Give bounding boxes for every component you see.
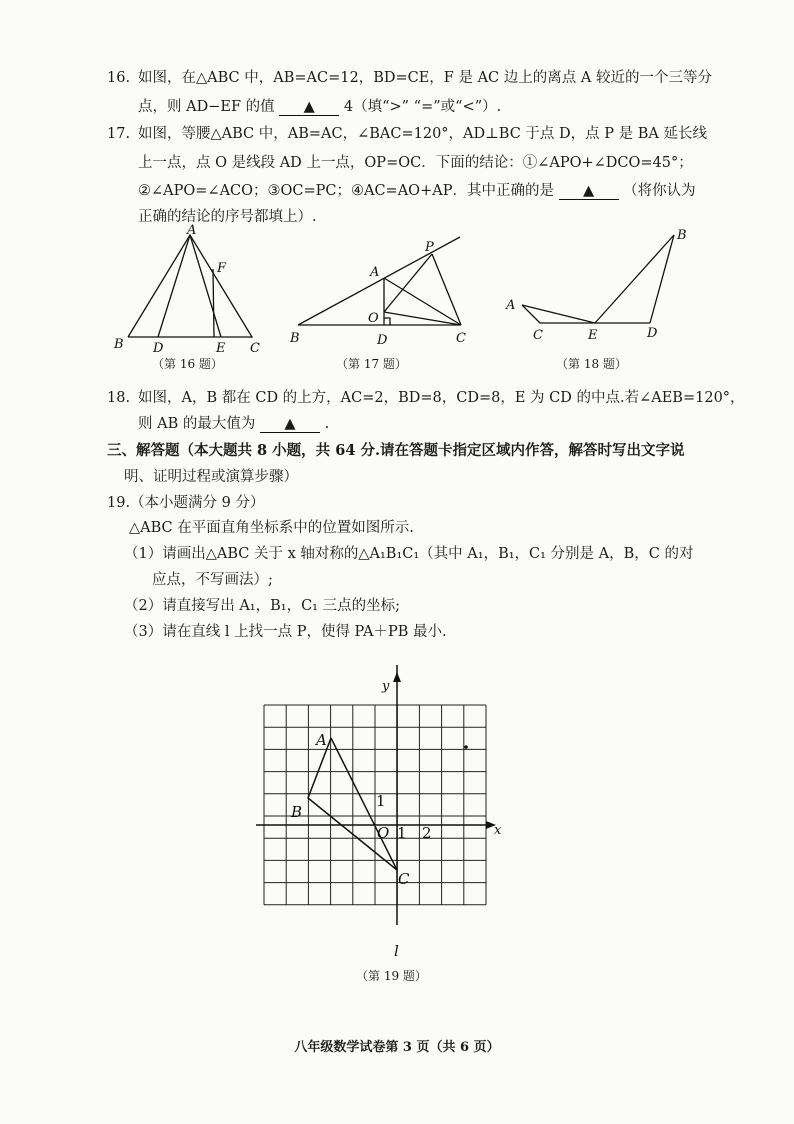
question-19-intro: △ABC 在平面直角坐标系中的位置如图所示. — [129, 520, 414, 536]
figure-19 — [256, 660, 516, 960]
label-E: E — [588, 328, 598, 343]
answer-blank-17: ▲ — [559, 183, 619, 200]
question-18-number: 18. — [107, 390, 131, 406]
label-A: A — [370, 265, 380, 280]
question-19-part2: （2）请直接写出 A₁，B₁，C₁ 三点的坐标; — [124, 598, 400, 614]
tick-2-x: 2 — [422, 824, 432, 842]
question-16-line2 — [138, 97, 501, 117]
label-C: C — [250, 341, 260, 356]
question-18-text-after: . — [324, 416, 330, 432]
label-D: D — [647, 326, 658, 341]
section-heading: 三、解答题（本大题共 8 小题，共 64 分.请在答题卡指定区域内作答，解答时写出文字说 — [107, 442, 685, 459]
question-18-text: 则 AB 的最大值为 — [138, 416, 256, 432]
figure-16 — [110, 222, 270, 357]
question-17-text-after: （将你认为 — [623, 183, 696, 199]
label-l: l — [394, 942, 399, 960]
label-C: C — [533, 328, 543, 343]
question-17-line1: 如图，等腰△ABC 中，AB=AC，∠BAC=120°，AD⊥BC 于点 D，点 P 是 BA 延长线 — [138, 126, 707, 142]
question-17-line3 — [138, 181, 696, 201]
question-16-text-after: 4（填“>” “=”或“<”）. — [343, 99, 502, 115]
answer-blank-16: ▲ — [279, 99, 339, 116]
label-B: B — [291, 803, 303, 821]
figure-17 — [284, 232, 464, 347]
question-17-number: 17. — [107, 126, 131, 142]
figure-19-caption: （第 19 题） — [356, 969, 427, 983]
figure-16-caption: （第 16 题） — [152, 357, 223, 371]
label-B: B — [290, 331, 300, 346]
question-19-header: （本小题满分 9 分） — [130, 495, 265, 511]
question-19-number: 19. — [107, 495, 131, 511]
label-D: D — [153, 341, 164, 356]
question-17-text: ②∠APO=∠ACO；③OC=PC；④AC=AO+AP．其中正确的是 — [138, 183, 554, 199]
label-A: A — [316, 731, 327, 749]
figure-17-caption: （第 17 题） — [336, 357, 407, 371]
question-18-line1: 如图，A，B 都在 CD 的上方，AC=2，BD=8，CD=8，E 为 CD 的中点.若∠AEB=120°， — [138, 390, 745, 406]
question-17-line4: 正确的结论的序号都填上）. — [138, 209, 317, 225]
label-B: B — [114, 337, 124, 352]
tick-1-y: 1 — [376, 792, 386, 810]
tick-1-x: 1 — [397, 824, 407, 842]
label-A: A — [187, 223, 197, 238]
question-19-part1-cont: 应点，不写画法）; — [152, 572, 273, 588]
label-y: y — [382, 679, 390, 694]
label-A: A — [506, 298, 516, 313]
figure-18-caption: （第 18 题） — [556, 357, 627, 371]
label-O: O — [368, 311, 379, 326]
label-C: C — [398, 870, 410, 888]
section-heading-line2: 明、证明过程或演算步骤） — [124, 469, 298, 485]
label-x: x — [494, 823, 502, 838]
page-footer: 八年级数学试卷第 3 页（共 6 页） — [294, 1040, 500, 1055]
question-18-line2 — [138, 414, 329, 434]
label-E: E — [216, 341, 226, 356]
label-C: C — [456, 331, 466, 346]
label-D: D — [377, 333, 388, 348]
question-16-text: 点，则 AD−EF 的值 — [138, 99, 275, 115]
label-F: F — [217, 261, 227, 276]
label-P: P — [425, 240, 434, 255]
figure-18 — [500, 225, 700, 345]
label-O: O — [377, 824, 390, 842]
question-19-part1: （1）请画出△ABC 关于 x 轴对称的△A₁B₁C₁（其中 A₁，B₁，C₁ 分别是 A，B，C 的对 — [124, 546, 694, 562]
label-B: B — [677, 228, 687, 243]
question-19-part3: （3）请在直线 l 上找一点 P，使得 PA＋PB 最小. — [124, 624, 447, 640]
question-16-line1: 如图，在△ABC 中，AB=AC=12，BD=CE，F 是 AC 边上的离点 A 较近的一个三等分 — [138, 70, 712, 86]
question-17-line2: 上一点，点 O 是线段 AD 上一点，OP=OC．下面的结论：①∠APO+∠DCO=45°； — [138, 155, 693, 171]
answer-blank-18: ▲ — [260, 416, 320, 433]
question-16-number: 16. — [107, 70, 131, 86]
